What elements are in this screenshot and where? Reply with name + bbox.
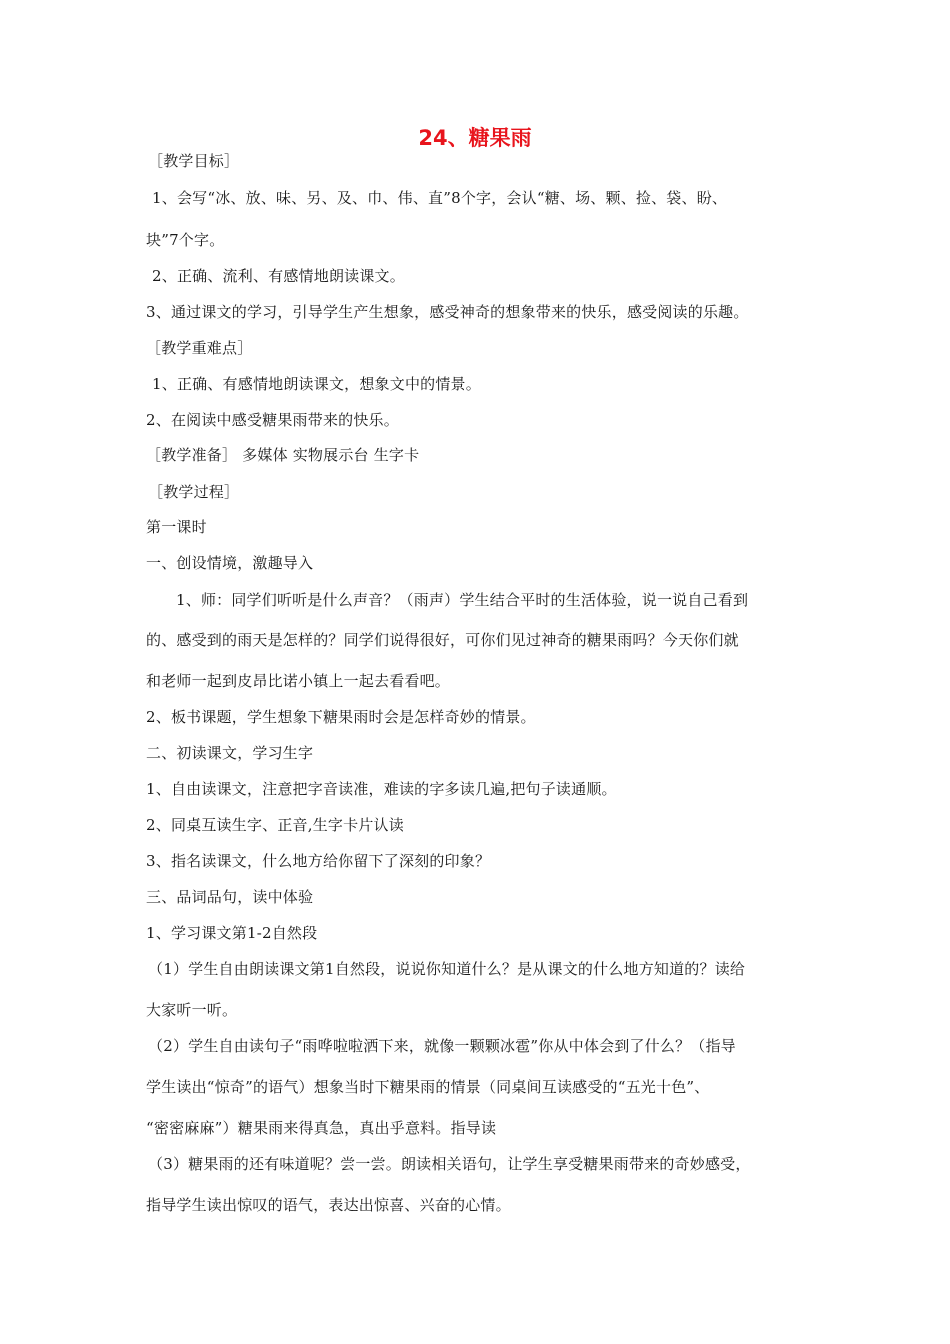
paragraph-line: 3、通过课文的学习，引导学生产生想象，感受神奇的想象带来的快乐，感受阅读的乐趣。 [146, 303, 749, 321]
paragraph-line: 2、同桌互读生字、正音,生字卡片认读 [146, 816, 404, 834]
paragraph-line: 2、板书课题，学生想象下糖果雨时会是怎样奇妙的情景。 [146, 708, 536, 726]
section-heading-objectives: ［教学目标］ [148, 152, 240, 170]
paragraph-line: （2）学生自由读句子“雨哗啦啦洒下来，就像一颗颗冰雹”你从中体会到了什么？（指导 [148, 1037, 736, 1055]
paragraph-line: 三、品词品句，读中体验 [146, 888, 314, 906]
paragraph-line: 的、感受到的雨天是怎样的？同学们说得很好，可你们见过神奇的糖果雨吗？今天你们就 [146, 631, 739, 649]
paragraph-line: （1）学生自由朗读课文第1自然段，说说你知道什么？是从课文的什么地方知道的？读给 [148, 960, 746, 978]
paragraph-line: 指导学生读出惊叹的语气，表达出惊喜、兴奋的心情。 [146, 1196, 511, 1214]
section-heading-preparation: ［教学准备］ 多媒体 实物展示台 生字卡 [146, 446, 420, 464]
paragraph-line: 块”7个字。 [146, 231, 225, 249]
paragraph-line: 3、指名读课文，什么地方给你留下了深刻的印象？ [146, 852, 491, 870]
document-title: 24、糖果雨 [418, 126, 532, 150]
paragraph-line: 1、正确、有感情地朗读课文，想象文中的情景。 [152, 375, 481, 393]
paragraph-line: 2、正确、流利、有感情地朗读课文。 [152, 267, 405, 285]
paragraph-line: 学生读出“惊奇”的语气）想象当时下糖果雨的情景（同桌间互读感受的“五光十色”、 [146, 1078, 710, 1096]
paragraph-line: （3）糖果雨的还有味道呢？尝一尝。朗读相关语句，让学生享受糖果雨带来的奇妙感受， [148, 1155, 751, 1173]
section-heading-key-points: ［教学重难点］ [146, 339, 253, 357]
paragraph-line: 1、自由读课文，注意把字音读准，难读的字多读几遍,把句子读通顺。 [146, 780, 617, 798]
paragraph-line: 大家听一听。 [146, 1001, 238, 1019]
paragraph-line: 和老师一起到皮昂比诺小镇上一起去看看吧。 [146, 672, 451, 690]
paragraph-line: 第一课时 [146, 518, 207, 536]
paragraph-line: 1、师：同学们听听是什么声音？（雨声）学生结合平时的生活体验，说一说自己看到 [176, 591, 749, 609]
section-heading-process: ［教学过程］ [148, 483, 240, 501]
paragraph-line: “密密麻麻”）糖果雨来得真急，真出乎意料。指导读 [146, 1119, 497, 1137]
paragraph-line: 二、初读课文，学习生字 [146, 744, 314, 762]
paragraph-line: 2、在阅读中感受糖果雨带来的快乐。 [146, 411, 399, 429]
paragraph-line: 1、会写“冰、放、味、另、及、巾、伟、直”8个字，会认“糖、场、颗、捡、袋、盼、 [152, 189, 728, 207]
paragraph-line: 一、创设情境，激趣导入 [146, 554, 314, 572]
paragraph-line: 1、学习课文第1-2自然段 [146, 924, 318, 942]
